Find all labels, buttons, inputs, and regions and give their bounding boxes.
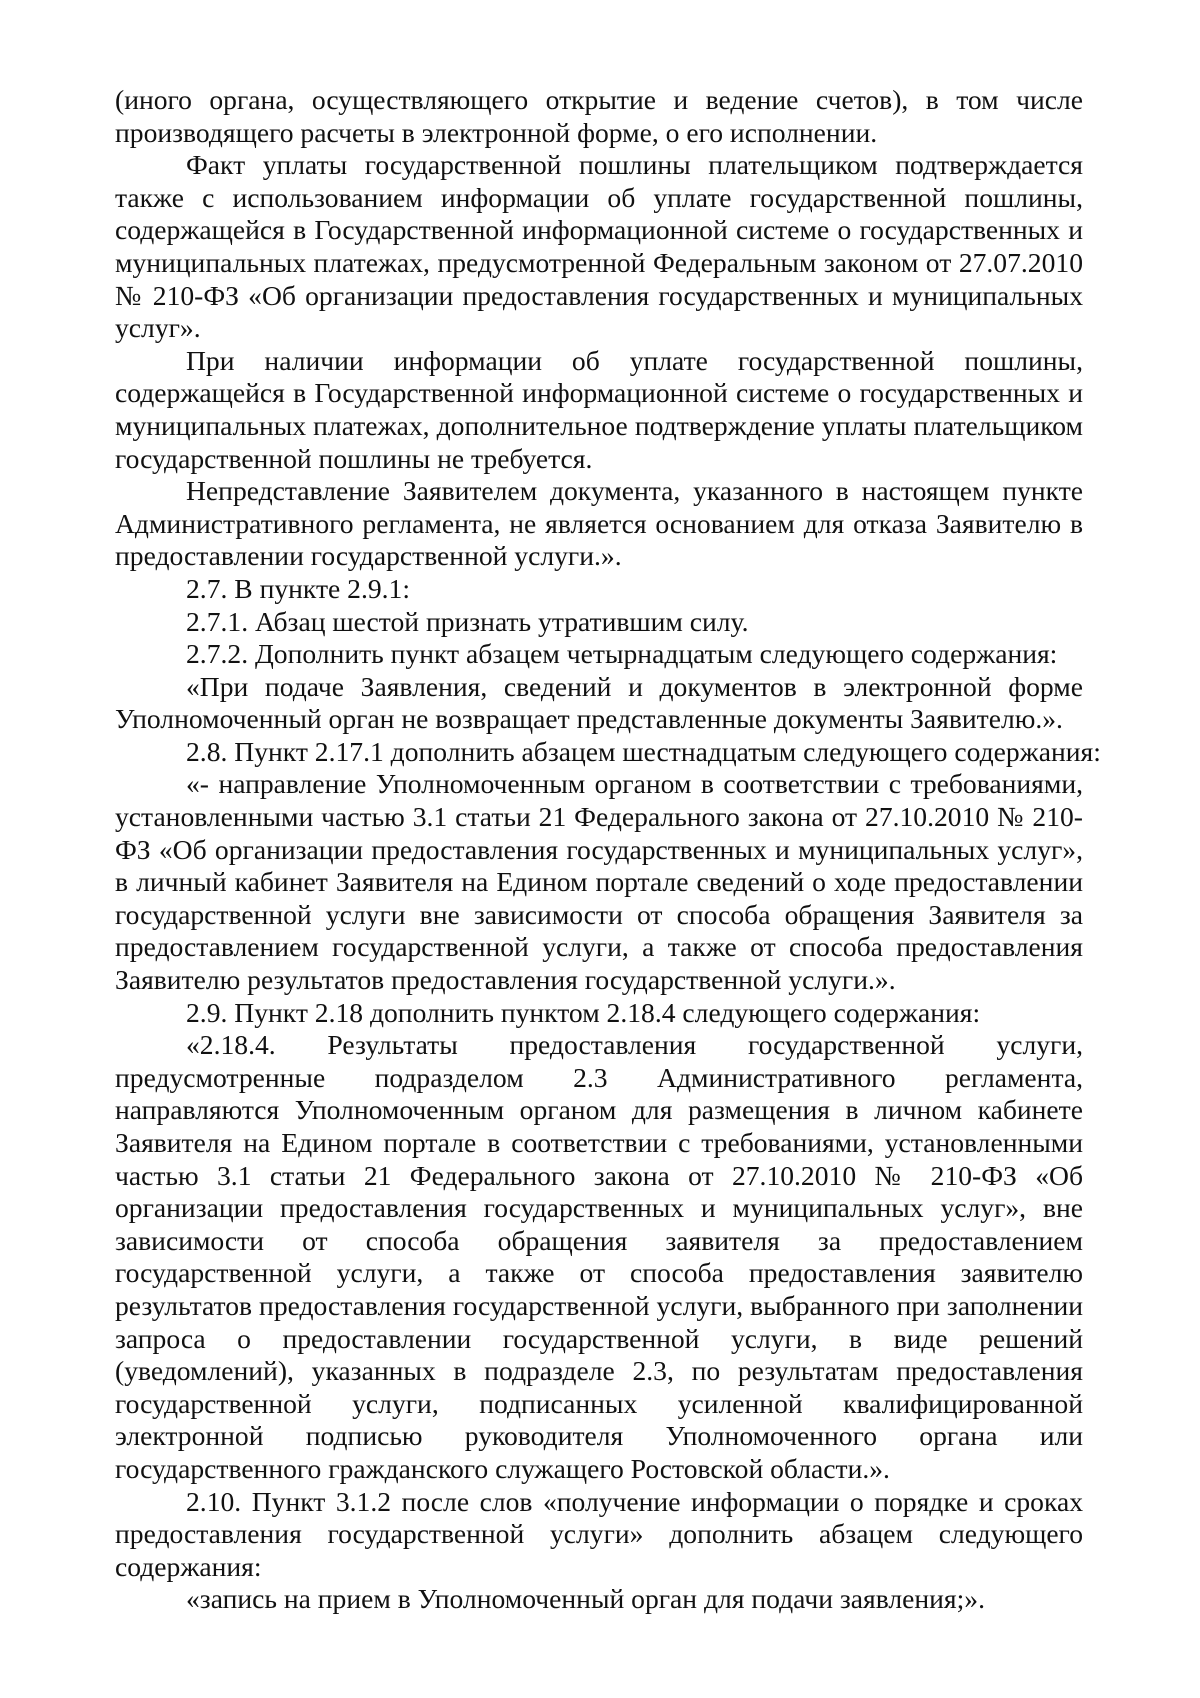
paragraph-continuation: (иного органа, осуществляющего открытие и ведение счетов), в том числе производящего расчеты в электронной форме, о его исполнении. (115, 84, 1083, 148)
paragraph-quote-submission: «При подаче Заявления, сведений и документов в электронной форме Уполномоченный орган не возвращает представленные документы Заявителю.». (115, 670, 1083, 735)
paragraph-2-7-1: 2.7.1. Абзац шестой признать утратившим силу. (186, 605, 749, 637)
paragraph-quote-appointment: «запись на прием в Уполномоченный орган для подачи заявления;». (186, 1583, 985, 1615)
paragraph-2-10: 2.10. Пункт 3.1.2 после слов «получение информации о порядке и сроках предоставления государственной услуги» дополнить абзацем следующего содержания: (115, 1485, 1083, 1582)
paragraph-2-8: 2.8. Пункт 2.17.1 дополнить абзацем шестнадцатым следующего содержания: (186, 735, 1101, 767)
paragraph-quote-direction: «- направление Уполномоченным органом в соответствии с требованиями, установленными частью 3.1 статьи 21 Федерального закона от 27.10.2010 № 210-ФЗ «Об организации предоставления государственных и муниципальных услуг», в личный кабинет Заявителя на Едином портале сведений о ходе предоставлении государственной услуги вне зависимости от способа обращения Заявителя за предоставлением государственной услуги, а также от способа предоставления Заявителю результатов предоставления государственной услуги.». (115, 768, 1083, 996)
paragraph-2-7: 2.7. В пункте 2.9.1: (186, 572, 411, 604)
document-page (115, 84, 1101, 1616)
paragraph-payment-fact: Факт уплаты государственной пошлины плательщиком подтверждается также с использованием информации об уплате государственной пошлины, содержащейся в Государственной информационной системе о государственных и муниципальных платежах, предусмотренной Федеральным законом от 27.07.2010 № 210-ФЗ «Об организации предоставления государственных и муниципальных услуг». (115, 149, 1083, 344)
paragraph-payment-info: При наличии информации об уплате государственной пошлины, содержащейся в Государственной информационной системе о государственных и муниципальных платежах, дополнительное подтверждение уплаты плательщиком государственной пошлины не требуется. (115, 344, 1083, 474)
paragraph-non-submission: Непредставление Заявителем документа, указанного в настоящем пункте Административного регламента, не является основанием для отказа Заявителю в предоставлении государственной услуги.». (115, 475, 1083, 572)
paragraph-2-18-4: «2.18.4. Результаты предоставления государственной услуги, предусмотренные подразделом 2.3 Административного регламента, направляются Уполномоченным органом для размещения в личном кабинете Заявителя на Едином портале в соответствии с требованиями, установленными частью 3.1 статьи 21 Федерального закона от 27.10.2010 № 210-ФЗ «Об организации предоставления государственных и муниципальных услуг», вне зависимости от способа обращения заявителя за предоставлением государственной услуги, а также от способа предоставления заявителю результатов предоставления государственной услуги, выбранного при заполнении запроса о предоставлении государственной услуги, в виде решений (уведомлений), указанных в подразделе 2.3, по результатам предоставления государственной услуги, подписанных усиленной квалифицированной электронной подписью руководителя Уполномоченного органа или государственного гражданского служащего Ростовской области.». (115, 1029, 1083, 1484)
paragraph-2-9: 2.9. Пункт 2.18 дополнить пунктом 2.18.4 следующего содержания: (186, 996, 981, 1028)
paragraph-2-7-2: 2.7.2. Дополнить пункт абзацем четырнадцатым следующего содержания: (186, 638, 1058, 670)
